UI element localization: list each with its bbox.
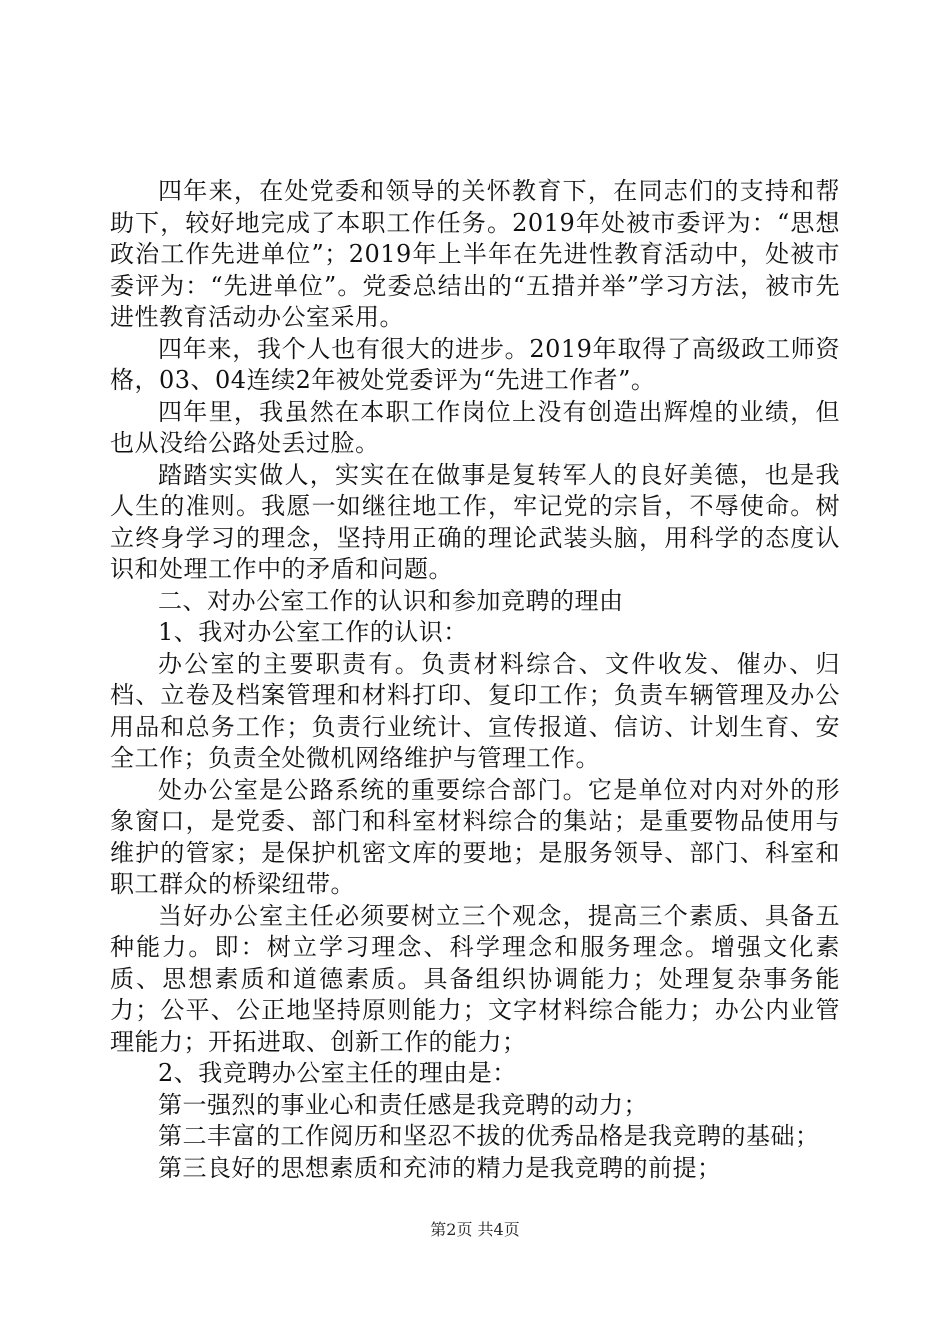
paragraph-1: 四年来，在处党委和领导的关怀教育下，在同志们的支持和帮助下，较好地完成了本职工作任务。2019年处被市委评为：“思想政治工作先进单位”；2019年上半年在先进性教育活动中，处被市委评为：“先进单位”。党委总结出的“五措并举”学习方法，被市先进性教育活动办公室采用。 (110, 177, 840, 331)
section-heading-2: 二、对办公室工作的认识和参加竞聘的理由 (158, 586, 624, 615)
page-number-footer: 第2页 共4页 (430, 1220, 520, 1239)
subheading-1: 1、我对办公室工作的认识： (158, 618, 468, 646)
subheading-2: 2、我竞聘办公室主任的理由是： (158, 1059, 517, 1087)
paragraph-4: 踏踏实实做人，实实在在做事是复转军人的良好美德，也是我人生的准则。我愿一如继往地工作，牢记党的宗旨，不辱使命。树立终身学习的理念，坚持用正确的理论武装头脑，用科学的态度认识和处理工作中的矛盾和问题。 (110, 460, 840, 583)
document-body (110, 176, 840, 1184)
paragraph-5: 办公室的主要职责有。负责材料综合、文件收发、催办、归档、立卷及档案管理和材料打印、复印工作；负责车辆管理及办公用品和总务工作；负责行业统计、宣传报道、信访、计划生育、安全工作；负责全处微机网络维护与管理工作。 (110, 649, 840, 772)
reason-3: 第三良好的思想素质和充沛的精力是我竞聘的前提； (158, 1153, 722, 1182)
reason-2: 第二丰富的工作阅历和坚忍不拔的优秀品格是我竞聘的基础； (158, 1122, 820, 1150)
paragraph-2: 四年来，我个人也有很大的进步。2019年取得了高级政工师资格，03、04连续2年被处党委评为“先进工作者”。 (110, 334, 840, 394)
paragraph-7: 当好办公室主任必须要树立三个观念，提高三个素质、具备五种能力。即：树立学习理念、科学理念和服务理念。增强文化素质、思想素质和道德素质。具备组织协调能力；处理复杂事务能力；公平、公正地坚持原则能力；文字材料综合能力；办公内业管理能力；开拓进取、创新工作的能力； (110, 901, 840, 1056)
reason-1: 第一强烈的事业心和责任感是我竞聘的动力； (158, 1090, 648, 1119)
paragraph-6: 处办公室是公路系统的重要综合部门。它是单位对内对外的形象窗口，是党委、部门和科室材料综合的集站；是重要物品使用与维护的管家；是保护机密文库的要地；是服务领导、部门、科室和职工群众的桥梁纽带。 (110, 775, 840, 898)
paragraph-3: 四年里，我虽然在本职工作岗位上没有创造出辉煌的业绩，但也从没给公路处丢过脸。 (110, 397, 840, 457)
